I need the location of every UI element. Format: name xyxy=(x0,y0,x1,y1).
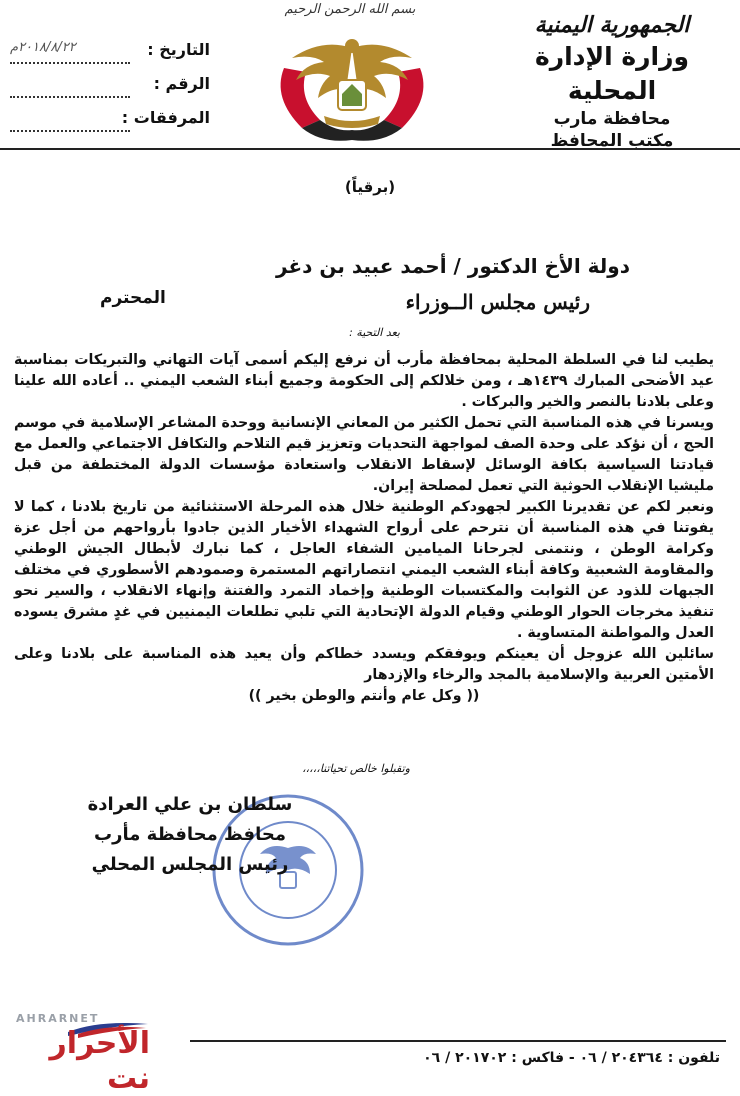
number-label: الرقم : xyxy=(153,74,210,93)
addressee-name: دولة الأخ الدكتور / أحمد عبيد بن دغر xyxy=(276,254,630,278)
greeting: بعد التحية : xyxy=(349,326,400,339)
footer-divider xyxy=(190,1040,726,1042)
number-dotted-line xyxy=(10,96,130,98)
ministry-name: وزارة الإدارة المحلية xyxy=(534,42,690,105)
date-dotted-line xyxy=(10,62,130,64)
letterhead-left xyxy=(10,40,210,142)
paragraph: يطيب لنا في السلطة المحلية بمحافظة مأرب أن نرفع إليكم أسمى آيات التهاني والتبريكات بمناسبة عيد الأضحى المبارك ١٤٣٩هـ ، ومن خلالكم إلى الحكومة وجميع أبناء الشعب اليمني .. أعاده الله علينا وعلى بلادنا بالنصر والخير والبركات . xyxy=(14,352,715,410)
date-label: التاريخ : xyxy=(147,40,210,59)
footer-contact: تلفون : ٢٠٤٣٦٤ / ٠٦ - فاكس : ٢٠١٧٠٢ / ٠٦ xyxy=(423,1050,720,1066)
closing-line: (( وكل عام وأنتم والوطن بخير )) xyxy=(248,688,480,704)
yemen-eagle-emblem-icon xyxy=(262,28,442,146)
urgent-tag: (برقياً) xyxy=(344,178,396,196)
country-name: الجمهورية اليمنية xyxy=(534,12,690,38)
date-row xyxy=(10,40,210,74)
office-name: مكتب المحافظ xyxy=(550,131,674,151)
header-divider xyxy=(0,148,740,150)
respected-label: المحترم xyxy=(100,288,166,308)
attachments-label: المرفقات : xyxy=(121,108,210,127)
letter-body xyxy=(14,350,714,707)
ahrarnet-logo xyxy=(10,1012,150,1096)
addressee-title: رئيس مجلس الــوزراء xyxy=(405,290,590,314)
basmala: بسم الله الرحمن الرحيم xyxy=(284,2,416,17)
attachments-row xyxy=(10,108,210,142)
paragraph: سائلين الله عزوجل أن يعينكم ويوفقكم ويسدد خطاكم وأن يعيد هذه المناسبة على بلادنا وعلى الأمتين العربية والإسلامية بالمجد والرخاء والإزدهار xyxy=(14,646,714,683)
letterhead-right xyxy=(502,10,722,152)
paragraph: ونعبر لكم عن تقديرنا الكبير لجهودكم الوطنية خلال هذه المرحلة الاستثنائية من تاريخ بلادنا ، كما لا يفوتنا في هذه المناسبة أن نترحم على أرواح الشهداء الأخيار الذين جادوا بأرواحهم من أجل عزة وكرامة الوطن ، ونتمنى لجرحانا الميامين الشفاء العاجل ، كما نبارك لأبطال الجيش الوطني والمقاومة الشعبية وكافة أبناء الشعب اليمني انتصاراتهم المستمرة وصمودهم الأسطوري في مختلف الجبهات للذود عن الثوابت والمكتسبات الوطنية وإخماد التمرد والفتنة وإنهاء الانقلاب ، والسير نحو تنفيذ مخرجات الحوار الوطني وقيام الدولة الإتحادية التي تلبي تطلعات اليمنيين في غدٍ مشرق يسوده العدل والمواطنة المتساوية . xyxy=(14,499,714,641)
logo-english: AHRARNET xyxy=(16,1012,100,1025)
number-row xyxy=(10,74,210,108)
signature-block xyxy=(40,790,340,880)
date-value: ٢٠١٨/٨/٢٢م xyxy=(10,40,76,55)
logo-arabic: الأحرار نت xyxy=(49,1026,150,1096)
regards: وتقبلوا خالص تحياتنا،،،،، xyxy=(302,762,410,775)
attachments-dotted-line xyxy=(10,130,130,132)
signatory-position: محافظ محافظة مأرب xyxy=(94,824,286,845)
signatory-council: رئيس المجلس المحلي xyxy=(91,854,289,875)
governorate-name: محافظة مارب xyxy=(553,109,671,129)
signatory-name: سلطان بن علي العرادة xyxy=(87,794,293,815)
paragraph: ويسرنا في هذه المناسبة التي تحمل الكثير من المعاني الإنسانية ووحدة المشاعر الإسلامية في موسم الحج ، أن نؤكد على وحدة الصف لمواجهة التحديات وتعزيز قيم التلاحم والتكافل الاجتماعي والعمل مع قيادتنا السياسية بكافة الوسائل لإسقاط الانقلاب واستعادة مؤسسات الدولة المختطفة من قبل مليشيا الإنقلاب الحوثية التي تعمل لمصلحة إيران. xyxy=(13,415,714,494)
